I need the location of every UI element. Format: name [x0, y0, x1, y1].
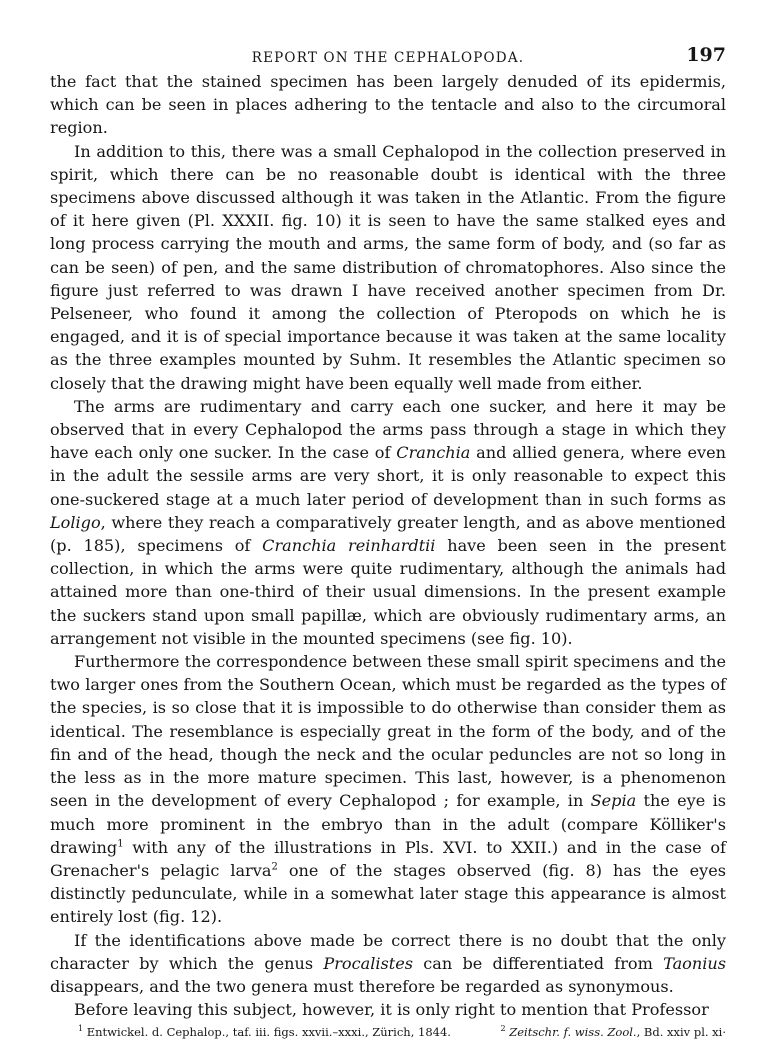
footnote-1-mark: 1 [78, 1024, 84, 1034]
paragraph-2: In addition to this, there was a small Cephalopod in the collection preserved in spirit, which there can be no reasonable doubt is identical with the three specimens above discussed although it was taken in the Atlantic. From the figure of it here given (Pl. XXXII. fig. 10) it is seen to have the same stalked eyes and long process carrying the mouth and arms, the same form of body, and (so far as can be seen) of pen, and the same distribution of chromatophores. Also since the figure just referred to was drawn I have received another specimen from Dr. Pelseneer, who found it among the collection of Pteropods on which he is engaged, and it is of special importance because it was taken at the same locality as the three examples mounted by Suhm. It resembles the Atlantic specimen so closely that the drawing might have been equally well made from either. [50, 141, 726, 393]
paragraph-5 [50, 929, 726, 999]
body-text [50, 70, 726, 1021]
paragraph-6: Before leaving this subject, however, it is only right to mention that Professor [74, 1000, 709, 1020]
footnote-2-mark: 2 [500, 1024, 506, 1034]
paragraph-4-text-c: with any of the illustrations in Pls. XVI. to XXII.) and in the case of Grenacher's pelagic larva [50, 837, 726, 880]
footnotes [50, 1023, 726, 1041]
paragraph-4-text-b: the eye is much more prominent in the embryo than in the adult (compare Kölliker's drawing [50, 791, 726, 857]
footnote-1 [78, 1025, 451, 1039]
page [50, 44, 726, 1041]
page-number: 197 [686, 44, 726, 66]
genus-loligo: Loligo [50, 512, 101, 532]
footnote-2-journal: Zeitschr. f. wiss. Zool. [505, 1025, 637, 1040]
paragraph-3 [50, 395, 726, 650]
footnote-1-text: Entwickel. d. Cephalop., taf. iii. figs. xxvii.–xxxi., Zürich, 1844. [83, 1025, 451, 1040]
genus-cranchia: Cranchia [396, 443, 471, 463]
genus-procalistes: Procalistes [323, 953, 413, 973]
footnote-2-text: , Bd. xxiv pl. xi· [636, 1025, 726, 1040]
genus-taonius: Taonius [663, 953, 726, 973]
paragraph-4 [50, 650, 726, 928]
paragraph-4-text-d: one of the stages observed (fig. 8) has the eyes distinctly pedunculate, while in a somewhat later stage this appearance is almost entirely lost (fig. 12). [50, 860, 726, 927]
page-header [50, 44, 726, 70]
paragraph-3-text-d: have been seen in the present collection, in which the arms were quite rudimentary, although the animals had attained more than one-third of their usual dimensions. In the present example the suckers stand upon small papillæ, which are obviously rudimentary arms, an arrangement not visible in the mounted specimens (see fig. 10). [50, 536, 726, 648]
paragraph-5-text-b: can be differentiated from [413, 953, 664, 973]
footnote-ref-1[interactable]: 1 [117, 838, 124, 850]
paragraph-3-text-b: and allied genera, where even in the adult the sessile arms are very short, it is only reasonable to expect this one-suckered stage at a much later period of development than in such forms as [50, 443, 726, 509]
paragraph-3-text-a: The arms are rudimentary and carry each one sucker, and here it may be observed that in every Cephalopod the arms pass through a stage in which they have each only one sucker. In the case of [50, 396, 726, 463]
paragraph-1: the fact that the stained specimen has been largely denuded of its epidermis, which can be seen in places adhering to the tentacle and also to the circumoral region. [50, 72, 726, 138]
footnote-ref-2[interactable]: 2 [271, 861, 278, 873]
running-head: REPORT ON THE CEPHALOPODA. [251, 50, 525, 66]
paragraph-4-text-a: Furthermore the correspondence between these small spirit specimens and the two larger ones from the Southern Ocean, which must be regarded as the types of the species, is so close that it is impossible to do otherwise than consider them as identical. The resemblance is especially great in the form of the body, and of the fin and of the head, though the neck and the ocular peduncles are not so long in the less as in the more mature specimen. This last, however, is a phenomenon seen in the development of every Cephalopod ; for example, in [50, 652, 726, 811]
paragraph-5-text-c: disappears, and the two genera must therefore be regarded as synonymous. [50, 976, 674, 996]
paragraph-3-text-c: , where they reach a comparatively greater length, and as above mentioned (p. 185), specimens of [50, 512, 726, 556]
paragraph-5-text-a: If the identifications above made be correct there is no doubt that the only character by which the genus [50, 930, 726, 973]
species-cranchia-reinhardtii: Cranchia reinhardtii [262, 536, 436, 556]
footnote-2 [500, 1025, 726, 1039]
genus-sepia: Sepia [590, 791, 637, 811]
